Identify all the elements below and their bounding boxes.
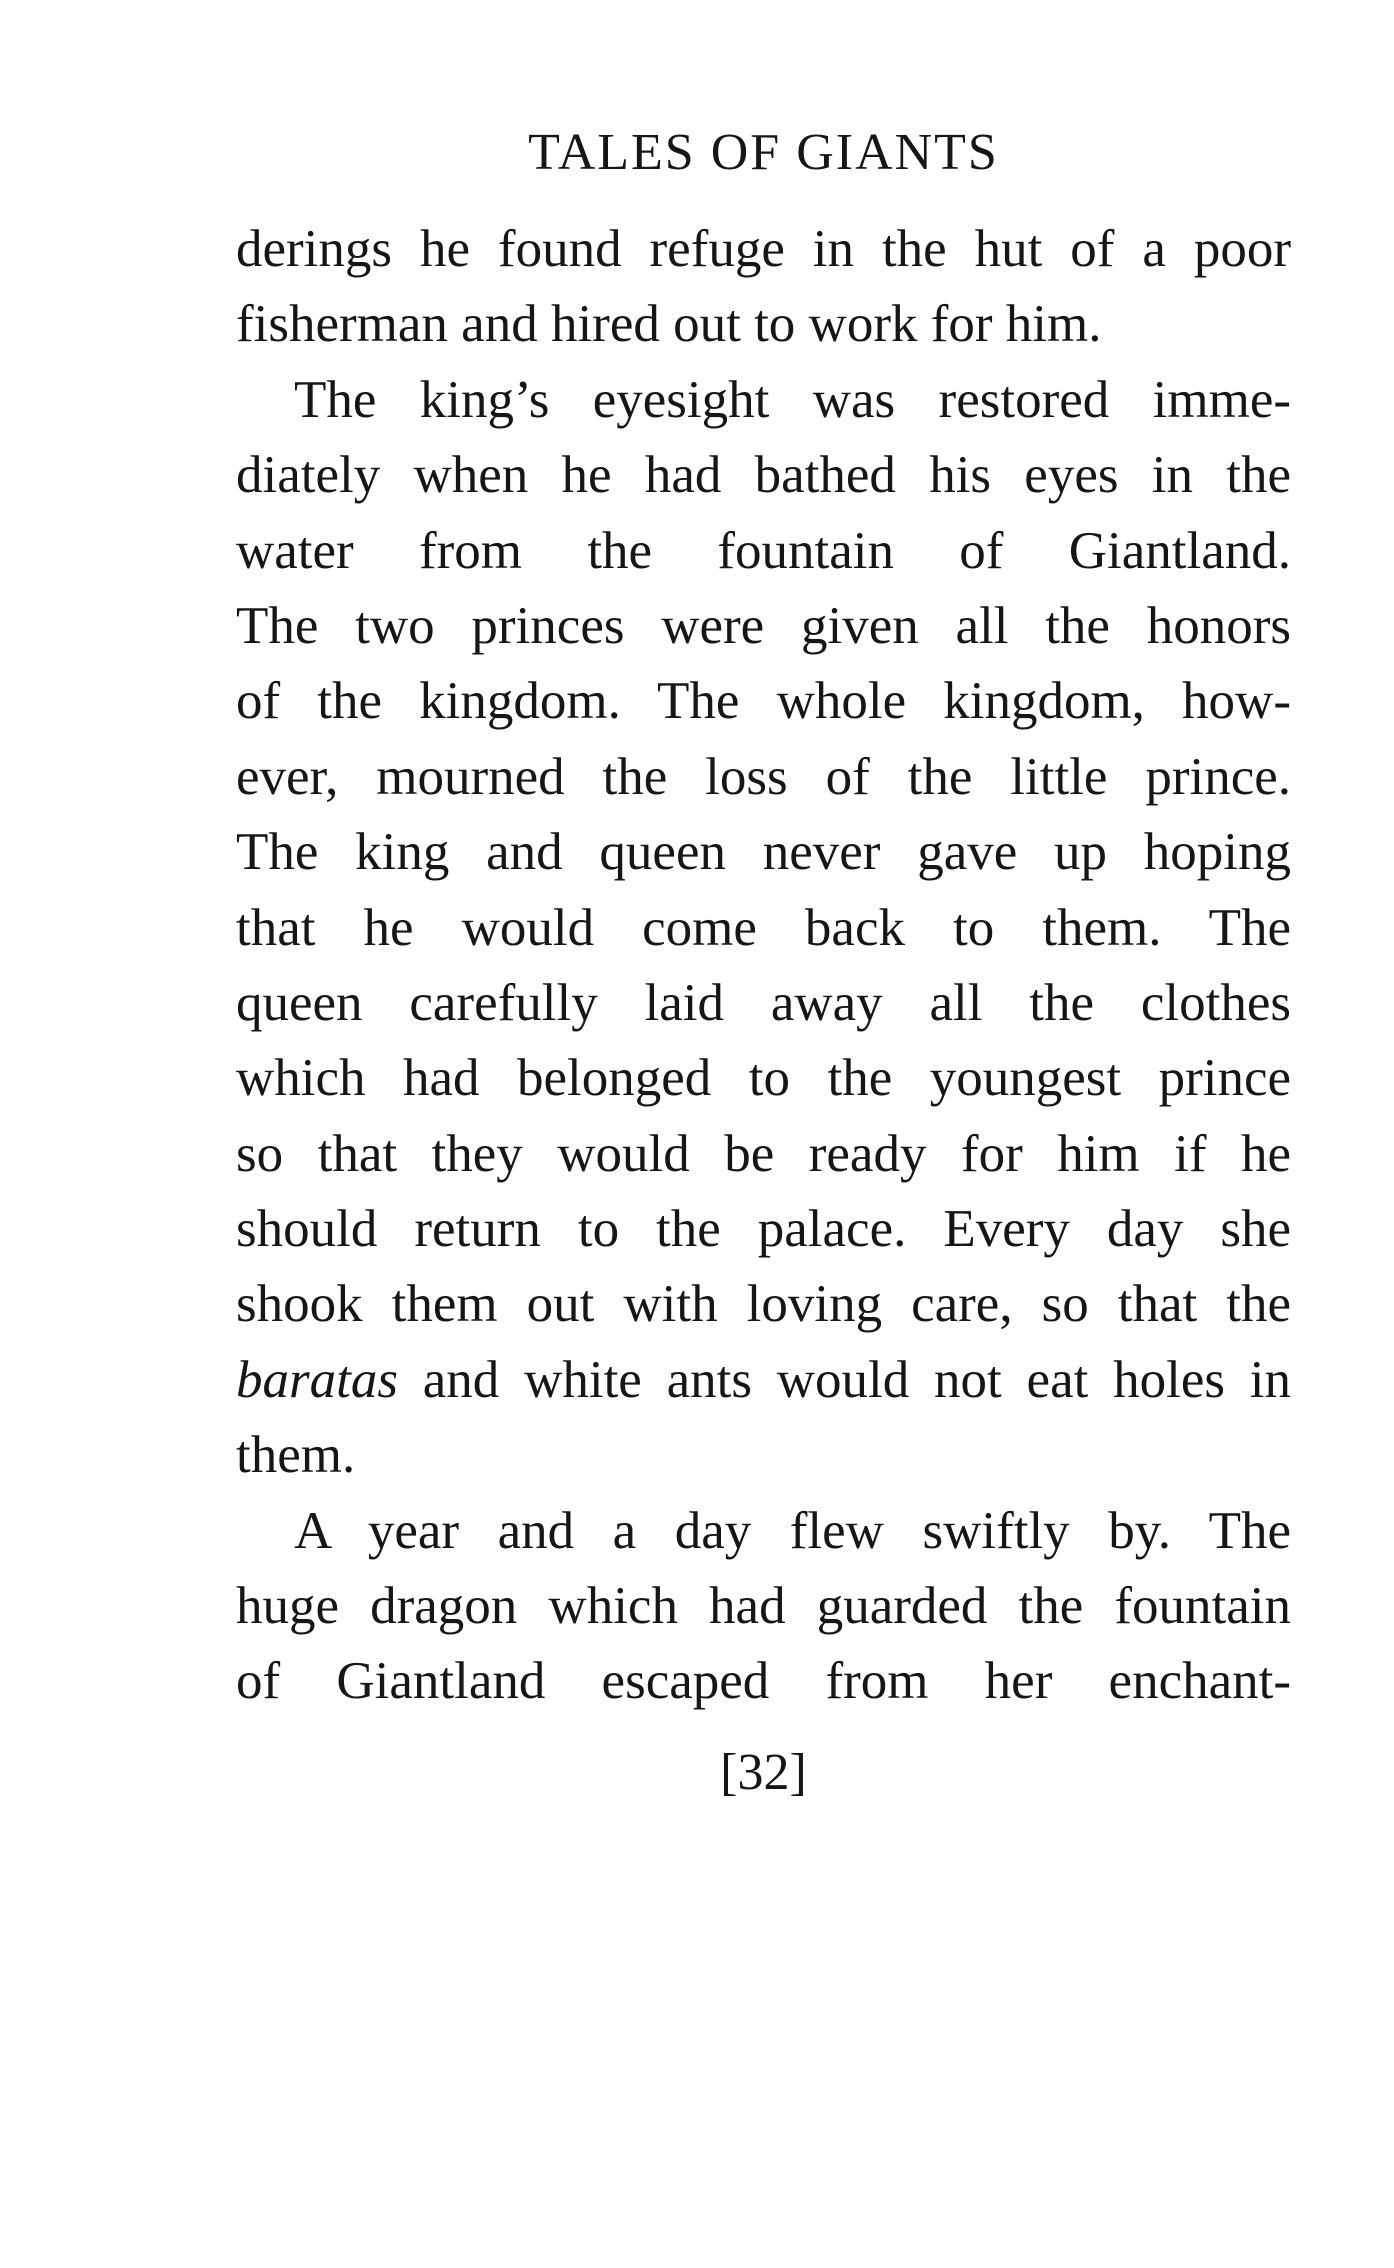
text-line: of Giantland escaped from her enchant- [236,1652,1291,1711]
text-line: ever, mourned the loss of the little prince. [236,747,1291,806]
text-line-rest: and white ants would not eat holes in [397,1350,1291,1409]
text-line: so that they would be ready for him if he [236,1124,1291,1183]
text-line: of the kingdom. The whole kingdom, how- [236,672,1291,731]
text-line: derings he found refuge in the hut of a poor [236,220,1291,278]
body-text [236,212,1291,1720]
text-line: A year and a day flew swiftly by. The [294,1501,1291,1560]
text-line: should return to the palace. Every day she [236,1200,1291,1259]
running-head: TALES OF GIANTS [528,124,999,181]
text-line: fisherman and hired out to work for him. [236,295,1102,354]
italic-word: baratas [236,1350,398,1409]
text-line: which had belonged to the youngest prince [236,1049,1291,1108]
text-line: huge dragon which had guarded the fountain [236,1577,1291,1636]
text-line: them. [236,1426,356,1485]
text-line [236,1343,1291,1418]
text-line: water from the fountain of Giantland. [236,521,1291,580]
text-line: The king and queen never gave up hoping [236,823,1291,882]
text-line: queen carefully laid away all the clothes [236,973,1291,1032]
text-line: shook them out with loving care, so that the [236,1275,1291,1334]
text-line: The two princes were given all the honors [236,596,1291,655]
page-number: [32] [720,1744,807,1801]
text-line: The king’s eyesight was restored imme- [294,370,1291,429]
text-line: diately when he had bathed his eyes in the [236,446,1291,505]
text-line: that he would come back to them. The [236,898,1291,957]
